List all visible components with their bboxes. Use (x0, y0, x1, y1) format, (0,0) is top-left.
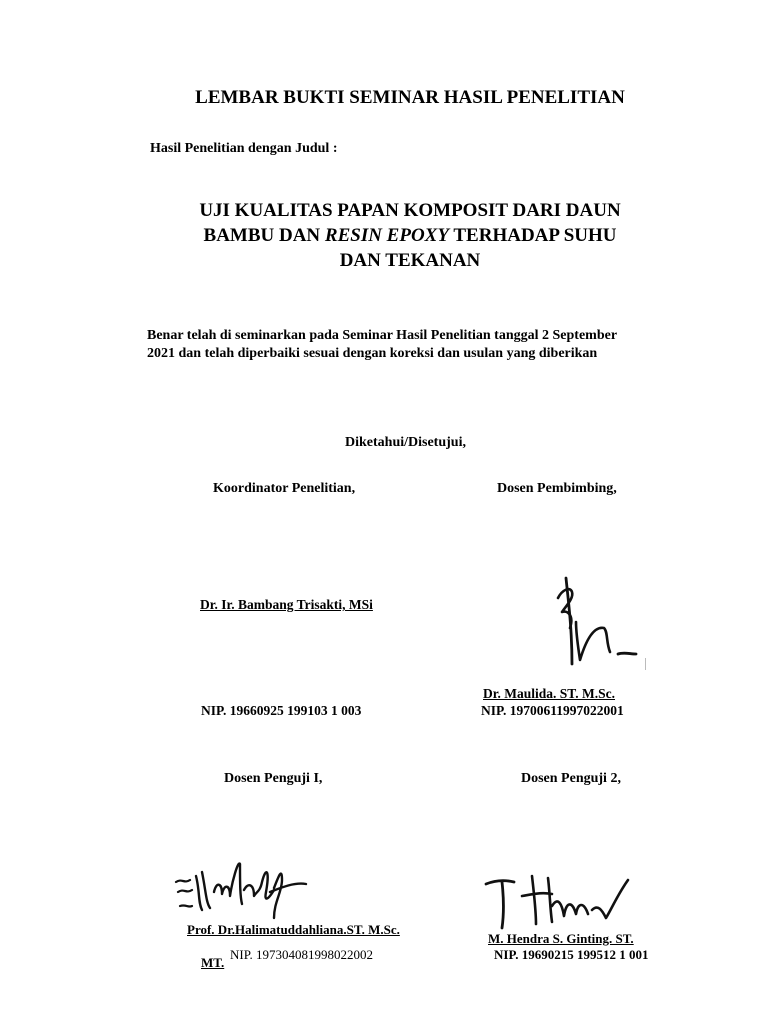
penguji1-role: Dosen Penguji I, (224, 771, 323, 786)
research-title-line-2 (150, 223, 670, 248)
koordinator-role: Koordinator Penelitian, (213, 481, 356, 496)
research-title-line-2-pre: BAMBU DAN (203, 225, 325, 246)
research-title-line-2-post: TERHADAP SUHU (448, 225, 617, 246)
penguji2-nip: NIP. 19690215 199512 1 001 (494, 947, 649, 962)
pembimbing-signature (552, 572, 652, 672)
pembimbing-role: Dosen Pembimbing, (497, 481, 617, 496)
penguji2-name: M. Hendra S. Ginting. ST. (488, 931, 634, 946)
pembimbing-name: Dr. Maulida. ST. M.Sc. (483, 686, 616, 701)
research-title-line-2-italic: RESIN EPOXY (324, 225, 449, 246)
koordinator-name: Dr. Ir. Bambang Trisakti, MSi (200, 597, 373, 612)
approval-label: Diketahui/Disetujui, (345, 435, 466, 450)
scan-mark (645, 658, 646, 670)
pembimbing-nip: NIP. 19700611997022001 (481, 703, 624, 718)
penguji1-name: Prof. Dr.Halimatuddahliana.ST. M.Sc. (187, 922, 400, 937)
penguji1-name-cont: MT. (201, 955, 225, 970)
penguji2-role: Dosen Penguji 2, (521, 771, 621, 786)
page-title: LEMBAR BUKTI SEMINAR HASIL PENELITIAN (195, 87, 625, 108)
penguji1-nip: NIP. 197304081998022002 (230, 947, 374, 962)
research-title-line-3: DAN TEKANAN (339, 250, 481, 271)
penguji1-signature (170, 852, 315, 924)
penguji2-signature (482, 870, 637, 932)
research-title (150, 198, 670, 273)
seminar-statement: Benar telah di seminarkan pada Seminar Hasil Penelitian tanggal 2 September 2021 dan telah diperbaiki sesuai dengan koreksi dan usulan yang diberikan (147, 328, 617, 361)
subtitle-label: Hasil Penelitian dengan Judul : (150, 141, 338, 156)
research-title-line-1: UJI KUALITAS PAPAN KOMPOSIT DARI DAUN (199, 200, 621, 221)
koordinator-nip: NIP. 19660925 199103 1 003 (201, 703, 362, 718)
